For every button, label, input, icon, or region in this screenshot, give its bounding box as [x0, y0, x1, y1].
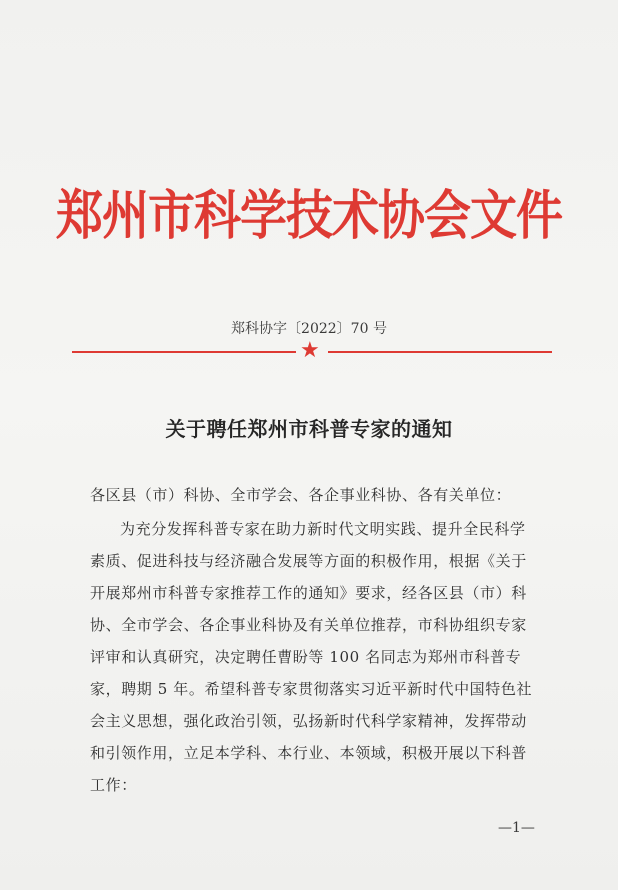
- body-line: 评审和认真研究，决定聘任曹盼等 100 名同志为郑州市科普专: [90, 648, 522, 666]
- body-line: 开展郑州市科普专家推荐工作的通知》要求，经各区县（市）科: [90, 584, 527, 602]
- salutation: 各区县（市）科协、全市学会、各企事业科协、各有关单位：: [90, 486, 512, 504]
- body-line: 为充分发挥科普专家在助力新时代文明实践、提升全民科学: [120, 520, 526, 538]
- document-number: 郑科协字〔2022〕70 号: [231, 321, 387, 337]
- body-line: 家，聘期 5 年。希望科普专家贯彻落实习近平新时代中国特色社: [90, 680, 533, 698]
- notice-title: 关于聘任郑州市科普专家的通知: [165, 417, 453, 441]
- page-number: —1—: [498, 820, 535, 836]
- body-line: 素质、促进科技与经济融合发展等方面的积极作用，根据《关于: [90, 552, 527, 570]
- star-icon: ★: [300, 338, 320, 363]
- separator-line-right: [328, 351, 552, 353]
- body-line: 协、全市学会、各企事业科协及有关单位推荐，市科协组织专家: [90, 616, 527, 634]
- issuer-title: 郑州市科学技术协会文件: [56, 185, 562, 247]
- red-separator: [72, 338, 552, 363]
- body-line: 和引领作用，立足本学科、本行业、本领域，积极开展以下科普: [90, 744, 527, 762]
- body-line: 工作：: [90, 776, 137, 794]
- separator-line-left: [72, 351, 296, 353]
- body-line: 会主义思想，强化政治引领，弘扬新时代科学家精神，发挥带动: [90, 712, 527, 730]
